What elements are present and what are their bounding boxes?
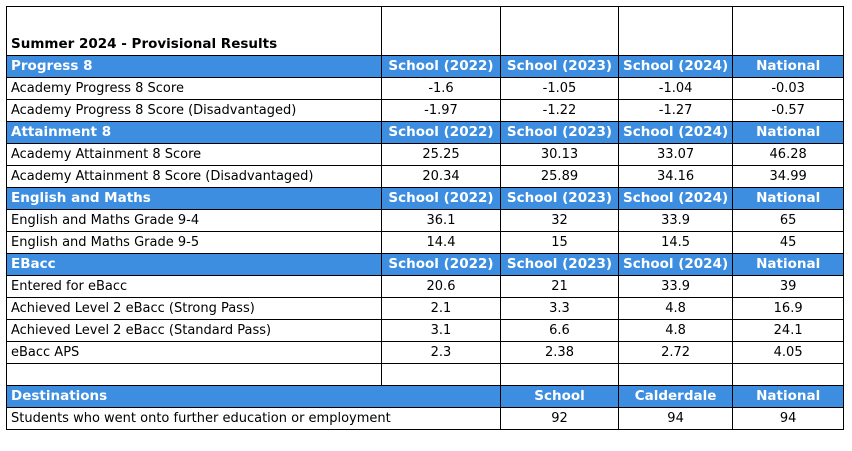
- table-row: [7, 144, 844, 166]
- table-row: [7, 210, 844, 232]
- table-row: [7, 78, 844, 100]
- column-header: School: [501, 386, 619, 408]
- column-header: Calderdale: [619, 386, 733, 408]
- table-row: [7, 100, 844, 122]
- column-header: National: [733, 188, 844, 210]
- section-title: Attainment 8: [7, 122, 382, 144]
- cell-value: 94: [619, 408, 733, 430]
- section-header-progress8: [7, 56, 844, 78]
- row-label: English and Maths Grade 9-5: [7, 232, 382, 254]
- row-label: Academy Progress 8 Score: [7, 78, 382, 100]
- empty-cell: [733, 7, 844, 56]
- cell-value: 3.3: [501, 298, 619, 320]
- cell-value: 33.07: [619, 144, 733, 166]
- column-header: School (2024): [619, 254, 733, 276]
- column-header: School (2024): [619, 56, 733, 78]
- table-row: [7, 320, 844, 342]
- row-label: Academy Progress 8 Score (Disadvantaged): [7, 100, 382, 122]
- cell-value: 3.1: [382, 320, 501, 342]
- cell-value: 34.16: [619, 166, 733, 188]
- cell-value: 14.4: [382, 232, 501, 254]
- section-title: Destinations: [7, 386, 501, 408]
- cell-value: 2.3: [382, 342, 501, 364]
- cell-value: 16.9: [733, 298, 844, 320]
- cell-value: 14.5: [619, 232, 733, 254]
- cell-value: 39: [733, 276, 844, 298]
- column-header: School (2023): [501, 122, 619, 144]
- section-header-english-maths: [7, 188, 844, 210]
- cell-value: 45: [733, 232, 844, 254]
- cell-value: -0.03: [733, 78, 844, 100]
- column-header: School (2023): [501, 56, 619, 78]
- section-title: English and Maths: [7, 188, 382, 210]
- row-label: eBacc APS: [7, 342, 382, 364]
- cell-value: 2.72: [619, 342, 733, 364]
- empty-cell: [501, 7, 619, 56]
- row-label: Achieved Level 2 eBacc (Standard Pass): [7, 320, 382, 342]
- column-header: National: [733, 122, 844, 144]
- section-title: EBacc: [7, 254, 382, 276]
- cell-value: 4.8: [619, 320, 733, 342]
- cell-value: 94: [733, 408, 844, 430]
- title-row: [7, 7, 844, 56]
- table-row: [7, 408, 844, 430]
- cell-value: 20.6: [382, 276, 501, 298]
- cell-value: 20.34: [382, 166, 501, 188]
- cell-value: 25.25: [382, 144, 501, 166]
- cell-value: 33.9: [619, 210, 733, 232]
- column-header: National: [733, 56, 844, 78]
- empty-cell: [382, 364, 501, 386]
- cell-value: 30.13: [501, 144, 619, 166]
- column-header: School (2023): [501, 254, 619, 276]
- cell-value: 36.1: [382, 210, 501, 232]
- cell-value: 24.1: [733, 320, 844, 342]
- column-header: School (2022): [382, 254, 501, 276]
- table-row: [7, 342, 844, 364]
- empty-cell: [619, 7, 733, 56]
- row-label: Entered for eBacc: [7, 276, 382, 298]
- cell-value: 4.8: [619, 298, 733, 320]
- column-header: School (2022): [382, 56, 501, 78]
- empty-cell: [501, 364, 619, 386]
- blank-row: [7, 364, 844, 386]
- empty-cell: [619, 364, 733, 386]
- cell-value: 6.6: [501, 320, 619, 342]
- cell-value: 33.9: [619, 276, 733, 298]
- cell-value: 2.1: [382, 298, 501, 320]
- cell-value: 25.89: [501, 166, 619, 188]
- cell-value: 32: [501, 210, 619, 232]
- row-label: English and Maths Grade 9-4: [7, 210, 382, 232]
- table-row: [7, 232, 844, 254]
- column-header: School (2022): [382, 122, 501, 144]
- cell-value: -1.05: [501, 78, 619, 100]
- section-header-destinations: [7, 386, 844, 408]
- cell-value: 2.38: [501, 342, 619, 364]
- column-header: School (2024): [619, 122, 733, 144]
- cell-value: 4.05: [733, 342, 844, 364]
- row-label: Academy Attainment 8 Score: [7, 144, 382, 166]
- section-header-attainment8: [7, 122, 844, 144]
- empty-cell: [733, 364, 844, 386]
- cell-value: 15: [501, 232, 619, 254]
- sheet-title: Summer 2024 - Provisional Results: [7, 7, 382, 56]
- section-title: Progress 8: [7, 56, 382, 78]
- table-row: [7, 298, 844, 320]
- empty-cell: [7, 364, 382, 386]
- cell-value: -1.6: [382, 78, 501, 100]
- cell-value: -1.27: [619, 100, 733, 122]
- column-header: School (2023): [501, 188, 619, 210]
- row-label: Academy Attainment 8 Score (Disadvantaged): [7, 166, 382, 188]
- column-header: National: [733, 254, 844, 276]
- cell-value: -0.57: [733, 100, 844, 122]
- column-header: National: [733, 386, 844, 408]
- empty-cell: [382, 7, 501, 56]
- cell-value: -1.22: [501, 100, 619, 122]
- section-header-ebacc: [7, 254, 844, 276]
- cell-value: 65: [733, 210, 844, 232]
- cell-value: -1.04: [619, 78, 733, 100]
- row-label: Achieved Level 2 eBacc (Strong Pass): [7, 298, 382, 320]
- row-label: Students who went onto further education or employment: [7, 408, 501, 430]
- table-row: [7, 276, 844, 298]
- cell-value: 21: [501, 276, 619, 298]
- cell-value: 92: [501, 408, 619, 430]
- table-row: [7, 166, 844, 188]
- cell-value: 34.99: [733, 166, 844, 188]
- cell-value: 46.28: [733, 144, 844, 166]
- column-header: School (2022): [382, 188, 501, 210]
- column-header: School (2024): [619, 188, 733, 210]
- cell-value: -1.97: [382, 100, 501, 122]
- results-table: [6, 6, 844, 430]
